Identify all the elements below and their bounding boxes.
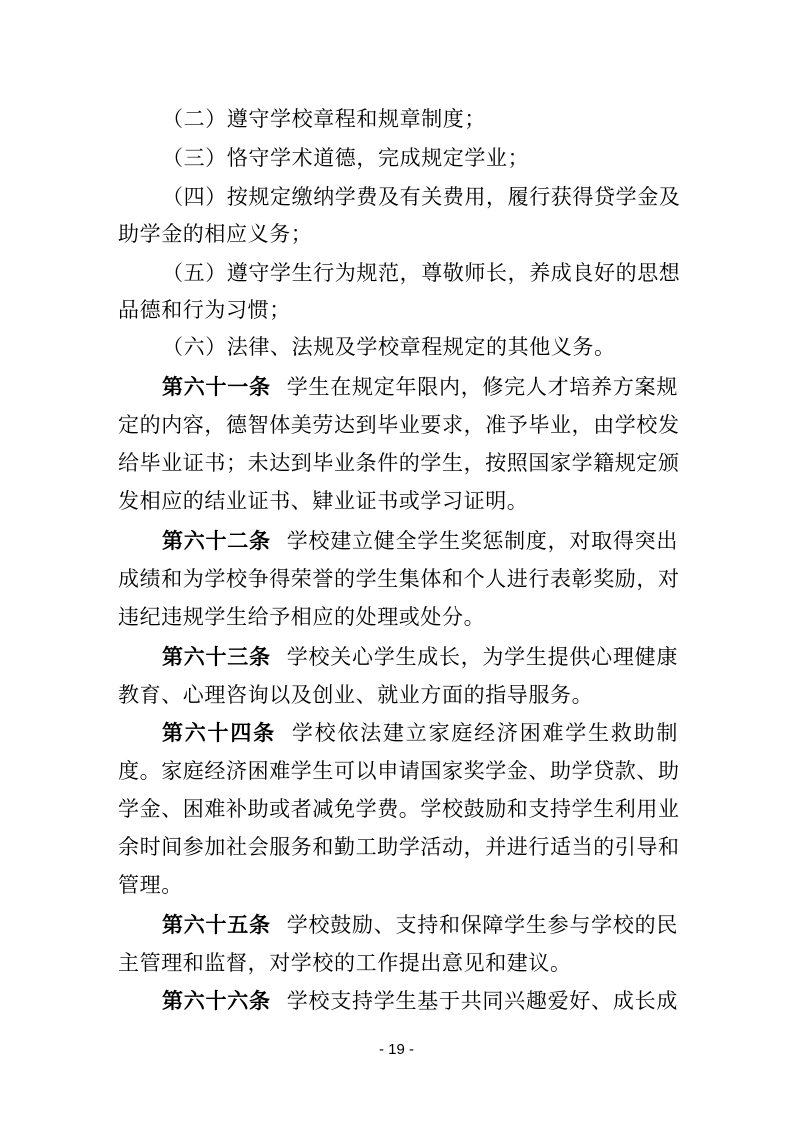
article-63-title: 第六十三条 [162,645,271,669]
article-63-line-2: 教育、心理咨询以及创业、就业方面的指导服务。 [118,683,594,707]
article-61-line-1 [162,367,678,407]
article-66-title: 第六十六条 [162,989,271,1013]
duty-item-4-line-2: 助学金的相应义务； [118,222,313,246]
article-66-text: 学校支持学生基于共同兴趣爱好、成长成 [286,989,678,1013]
article-65-line-1 [162,905,678,945]
article-63-text: 学校关心学生成长，为学生提供心理健康 [286,645,678,669]
article-61-title: 第六十一条 [162,375,271,399]
article-62-line-2: 成绩和为学校争得荣誉的学生集体和个人进行表彰奖励，对 [118,567,680,591]
duty-item-4-line-1: （四）按规定缴纳学费及有关费用，履行获得贷学金及 [162,185,681,209]
article-64-line-5: 管理。 [118,873,183,897]
article-61-line-3: 给毕业证书；未达到毕业条件的学生，按照国家学籍规定颁 [118,451,680,475]
article-62-line-1 [162,521,678,561]
duty-item-6: （六）法律、法规及学校章程规定的其他义务。 [162,335,616,359]
article-62-title: 第六十二条 [162,529,271,553]
article-64-line-1 [162,713,678,753]
article-65-title: 第六十五条 [162,913,271,937]
article-62-text: 学校建立健全学生奖惩制度，对取得突出 [286,529,678,553]
article-64-line-2: 度。家庭经济困难学生可以申请国家奖学金、助学贷款、助 [118,759,680,783]
article-62-line-3: 违纪违规学生给予相应的处理或处分。 [118,605,486,629]
article-65-line-2: 主管理和监督，对学校的工作提出意见和建议。 [118,951,572,975]
article-61-text: 学生在规定年限内，修完人才培养方案规 [286,375,678,399]
article-63-line-1 [162,637,678,677]
page-number: - 19 - [378,1041,414,1058]
article-65-text: 学校鼓励、支持和保障学生参与学校的民 [286,913,678,937]
duty-item-5-line-2: 品德和行为习惯； [118,298,291,322]
article-61-line-4: 发相应的结业证书、肄业证书或学习证明。 [118,489,529,513]
article-61-line-2: 定的内容，德智体美劳达到毕业要求，准予毕业，由学校发 [118,413,680,437]
article-64-line-4: 余时间参加社会服务和勤工助学活动，并进行适当的引导和 [118,835,680,859]
article-64-text: 学校依法建立家庭经济困难学生救助制 [291,721,678,745]
article-64-line-3: 学金、困难补助或者减免学费。学校鼓励和支持学生利用业 [118,797,680,821]
duty-item-3: （三）恪守学术道德，完成规定学业； [162,146,530,170]
duty-item-2: （二）遵守学校章程和规章制度； [162,107,486,131]
article-64-title: 第六十四条 [162,721,276,745]
article-66-line-1 [162,981,678,1021]
duty-item-5-line-1: （五）遵守学生行为规范，尊敬师长，养成良好的思想 [162,261,681,285]
